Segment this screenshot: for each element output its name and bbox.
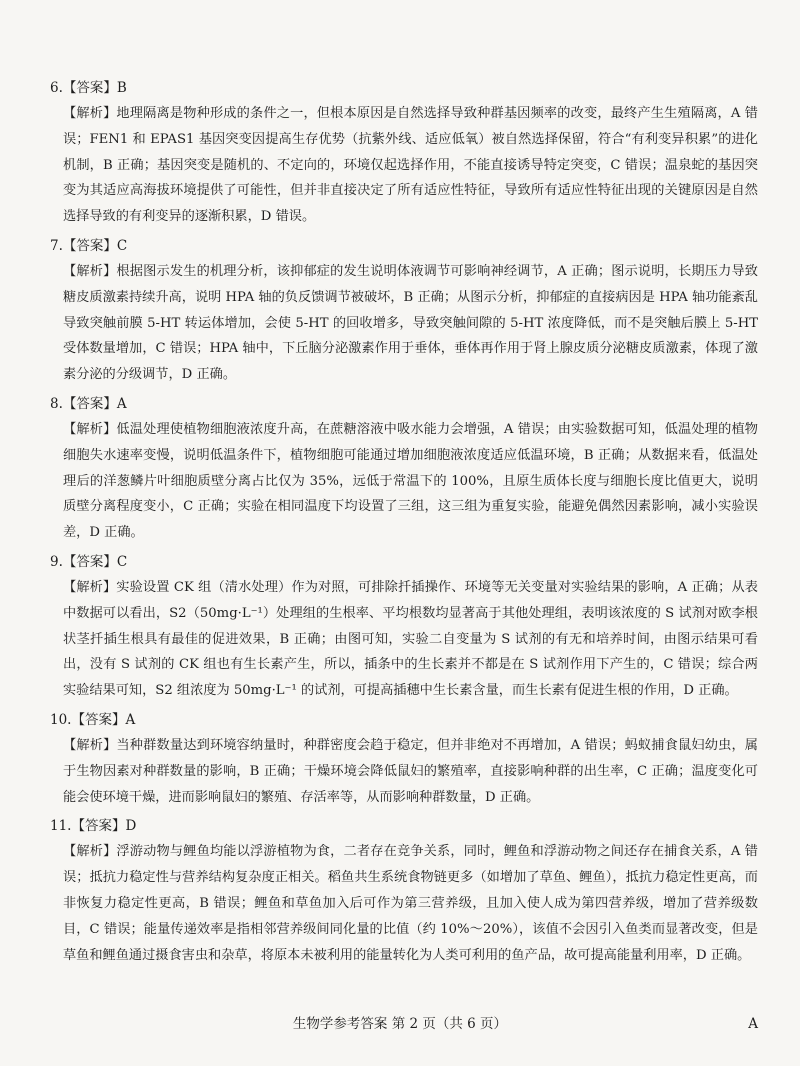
- page-footer: [0, 1012, 800, 1036]
- question-answer-heading: 8.【答案】A: [50, 395, 127, 412]
- page-number-label: 生物学参考答案 第 2 页（共 6 页）: [292, 1016, 508, 1032]
- answer-item-6: [44, 76, 758, 230]
- question-analysis: 【解析】当种群数量达到环境容纳量时，种群密度会趋于稳定，但并非绝对不再增加，A 错误；蚂蚁捕食鼠妇幼虫，属于生物因素对种群数量的影响，B 正确；干燥环境会降低鼠妇的繁殖率，直接影响种群的出生率，C 正确；温度变化可能会使环境干燥，进而影响鼠妇的繁殖、存活率等，从而影响种群数量，D 正确。: [63, 737, 758, 805]
- question-analysis: 【解析】地理隔离是物种形成的条件之一，但根本原因是自然选择导致种群基因频率的改变，最终产生生殖隔离，A 错误；FEN1 和 EPAS1 基因突变因提高生存优势（抗紫外线、适应低氧）被自然选择保留，符合“有利变异积累”的进化机制，B 正确；基因突变是随机的、不定向的，环境仅起选择作用，不能直接诱导特定突变，C 错误；温泉蛇的基因突变为其适应高海拔环境提供了可能性，但并非直接决定了所有适应性特征，导致所有适应性特征出现的关键原因是自然选择导致的有利变异的逐渐积累，D 错误。: [63, 106, 758, 225]
- question-answer-heading: 7.【答案】C: [50, 237, 128, 254]
- answer-item-11: [44, 814, 758, 968]
- question-analysis: 【解析】根据图示发生的机理分析，该抑郁症的发生说明体液调节可影响神经调节，A 正确；图示说明，长期压力导致糖皮质激素持续升高，说明 HPA 轴的负反馈调节被破坏，B 正确；从图示分析，抑郁症的直接病因是 HPA 轴功能紊乱导致突触前膜 5-HT 转运体增加，会使 5-HT 的回收增多，导致突触间隙的 5-HT 浓度降低，而不是突触后膜上 5-HT 受体数量增加，C 错误；HPA 轴中，下丘脑分泌激素作用于垂体，垂体再作用于肾上腺皮质分泌糖皮质激素，体现了激素分泌的分级调节，D 正确。: [63, 263, 758, 383]
- question-analysis: 【解析】浮游动物与鲤鱼均能以浮游植物为食，二者存在竞争关系，同时，鲤鱼和浮游动物之间还存在捕食关系，A 错误；抵抗力稳定性与营养结构复杂度正相关。稻鱼共生系统食物链更多（如增加了草鱼、鲤鱼），抵抗力稳定性更高，而非恢复力稳定性更高，B 错误；鲤鱼和草鱼加入后可作为第三营养级，且加入使人成为第四营养级，增加了营养级数目，C 错误；能量传递效率是指相邻营养级间同化量的比值（约 10%～20%），该值不会因引入鱼类而显著改变，但是草鱼和鲤鱼通过摄食害虫和杂草，将原本未被利用的能量转化为人类可利用的鱼产品，故可提高能量利用率，D 正确。: [63, 844, 758, 963]
- question-answer-heading: 10.【答案】A: [50, 711, 136, 728]
- question-answer-heading: 11.【答案】D: [50, 818, 137, 835]
- answer-item-9: [44, 550, 758, 704]
- answer-item-7: [44, 234, 758, 388]
- answer-item-8: [44, 392, 758, 546]
- paper-version-label: A: [748, 1016, 758, 1032]
- question-answer-heading: 6.【答案】B: [50, 80, 127, 96]
- question-analysis: 【解析】低温处理使植物细胞液浓度升高，在蔗糖溶液中吸水能力会增强，A 错误；由实验数据可知，低温处理的植物细胞失水速率变慢，说明低温条件下，植物细胞可能通过增加细胞液浓度适应低温环境，B 正确；从数据来看，低温处理后的洋葱鳞片叶细胞质壁分离占比仅为 35%，远低于常温下的 100%，且原生质体长度与细胞长度比值更大，说明质壁分离程度变小，C 正确；实验在相同温度下均设置了三组，这三组为重复实验，能避免偶然因素影响，减小实验误差，D 正确。: [63, 421, 758, 541]
- answer-item-10: [44, 708, 758, 810]
- question-analysis: 【解析】实验设置 CK 组（清水处理）作为对照，可排除扦插操作、环境等无关变量对实验结果的影响，A 正确；从表中数据可以看出，S2（50mg·L⁻¹）处理组的生根率、平均根数均显著高于其他处理组，表明该浓度的 S 试剂对欧李根状茎扦插生根具有最佳的促进效果，B 正确；由图可知，实验二自变量为 S 试剂的有无和培养时间，由图示结果可看出，没有 S 试剂的 CK 组也有生长素产生，所以，插条中的生长素并不都是在 S 试剂作用下产生的，C 错误；综合两实验结果可知，S2 组浓度为 50mg·L⁻¹ 的试剂，可提高插穗中生长素含量，而生长素有促进生根的作用，D 正确。: [63, 579, 758, 699]
- question-answer-heading: 9.【答案】C: [50, 553, 128, 570]
